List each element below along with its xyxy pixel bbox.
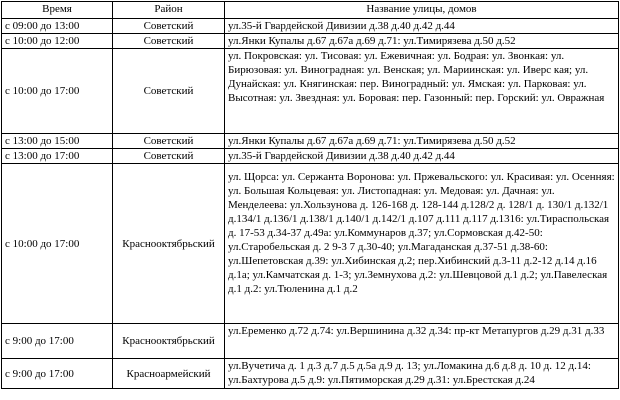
- column-header-time: Время: [2, 2, 113, 19]
- district-cell: Советский: [113, 149, 225, 164]
- table-row: [2, 134, 619, 149]
- streets-cell: ул.Вучетича д. 1 д.3 д.7 д.5 д.5а д.9 д. 13; ул.Ломакина д.6 д.8 д. 10 д. 12 д.14: ул.Бахтурова д.5 д.9: ул.Пятиморская д.29 д.31: ул.Брестская д.24: [225, 359, 619, 389]
- table-row: [2, 324, 619, 359]
- table-header-row: [2, 2, 619, 19]
- column-header-streets: Название улицы, домов: [225, 2, 619, 19]
- district-cell: Советский: [113, 134, 225, 149]
- district-cell: Краснооктябрьский: [113, 324, 225, 359]
- table-row: [2, 359, 619, 389]
- district-cell: Советский: [113, 19, 225, 34]
- district-cell: Советский: [113, 34, 225, 49]
- table-row: [2, 164, 619, 324]
- streets-cell: ул.Янки Купалы д.67 д.67а д.69 д.71: ул.Тимирязева д.50 д.52: [225, 134, 619, 149]
- time-cell: с 9:00 до 17:00: [2, 324, 113, 359]
- streets-cell: ул.Еременко д.72 д.74: ул.Вершинина д.32 д.34: пр-кт Метапургов д.29 д.31 д.33: [225, 324, 619, 359]
- table-row: [2, 49, 619, 134]
- streets-cell: ул.35-й Гвардейской Дивизии д.38 д.40 д.42 д.44: [225, 19, 619, 34]
- table-row: [2, 34, 619, 49]
- district-cell: Краснооктябрьский: [113, 164, 225, 324]
- column-header-district: Район: [113, 2, 225, 19]
- district-cell: Красноармейский: [113, 359, 225, 389]
- district-cell: Советский: [113, 49, 225, 134]
- streets-cell: ул.35-й Гвардейской Дивизии д.38 д.40 д.42 д.44: [225, 149, 619, 164]
- schedule-table: [1, 1, 619, 389]
- time-cell: с 10:00 до 17:00: [2, 164, 113, 324]
- time-cell: с 13:00 до 17:00: [2, 149, 113, 164]
- table-row: [2, 19, 619, 34]
- table-row: [2, 149, 619, 164]
- streets-cell: ул. Покровская: ул. Тисовая: ул. Ежевичная: ул. Бодрая: ул. Звонкая: ул. Бирюзовая: ул. Виноградная: ул. Венская; ул. Мариинская: ул. Иверс кая; ул. Дунайская: ул. Княгинская: пер. Виноградный: ул. Ямская: ул. Парковая: ул. Высотная: ул. Звездная: ул. Боровая: пер. Газонный: пер. Горский: ул. Овражная: [225, 49, 619, 134]
- time-cell: с 10:00 до 17:00: [2, 49, 113, 134]
- time-cell: с 9:00 до 17:00: [2, 359, 113, 389]
- streets-cell: ул.Янки Купалы д.67 д.67а д.69 д.71: ул.Тимирязева д.50 д.52: [225, 34, 619, 49]
- time-cell: с 10:00 до 12:00: [2, 34, 113, 49]
- time-cell: с 13:00 до 15:00: [2, 134, 113, 149]
- streets-cell: ул. Щорса: ул. Сержанта Воронова: ул. Пржевальского: ул. Красивая: ул. Осенняя: ул. Большая Кольцевая: ул. Листопадная: ул. Медовая: ул. Дачная: ул. Менделеева: ул.Хользунова д. 126-168 д. 128-144 д.128/2 д. 128/1 д. 130/1 д.132/1 д.134/1 д.136/1 д.138/1 д.140/1 д.142/1 д.107 д.111 д.117 д.1316: ул.Тираспольская д. 17-53 д.34-37 д.49а: ул.Коммунаров д.37; ул.Сормовская д.42-50: ул.Старобельская д. 2 9-3 7 д.30-40; ул.Магаданская д.37-51 д.38-60: ул.Шепетовская д.39: ул.Хибинская д.2; пер.Хибинский д.3-11 д.2-12 д.14 д.16 д.1а; ул.Камчатская д. 1-3; ул.Земнухова д.2: ул.Шевцовой д.1 д.2; ул.Павелеская д.1 д.2: ул.Тюленина д.1 д.2: [225, 164, 619, 324]
- time-cell: с 09:00 до 13:00: [2, 19, 113, 34]
